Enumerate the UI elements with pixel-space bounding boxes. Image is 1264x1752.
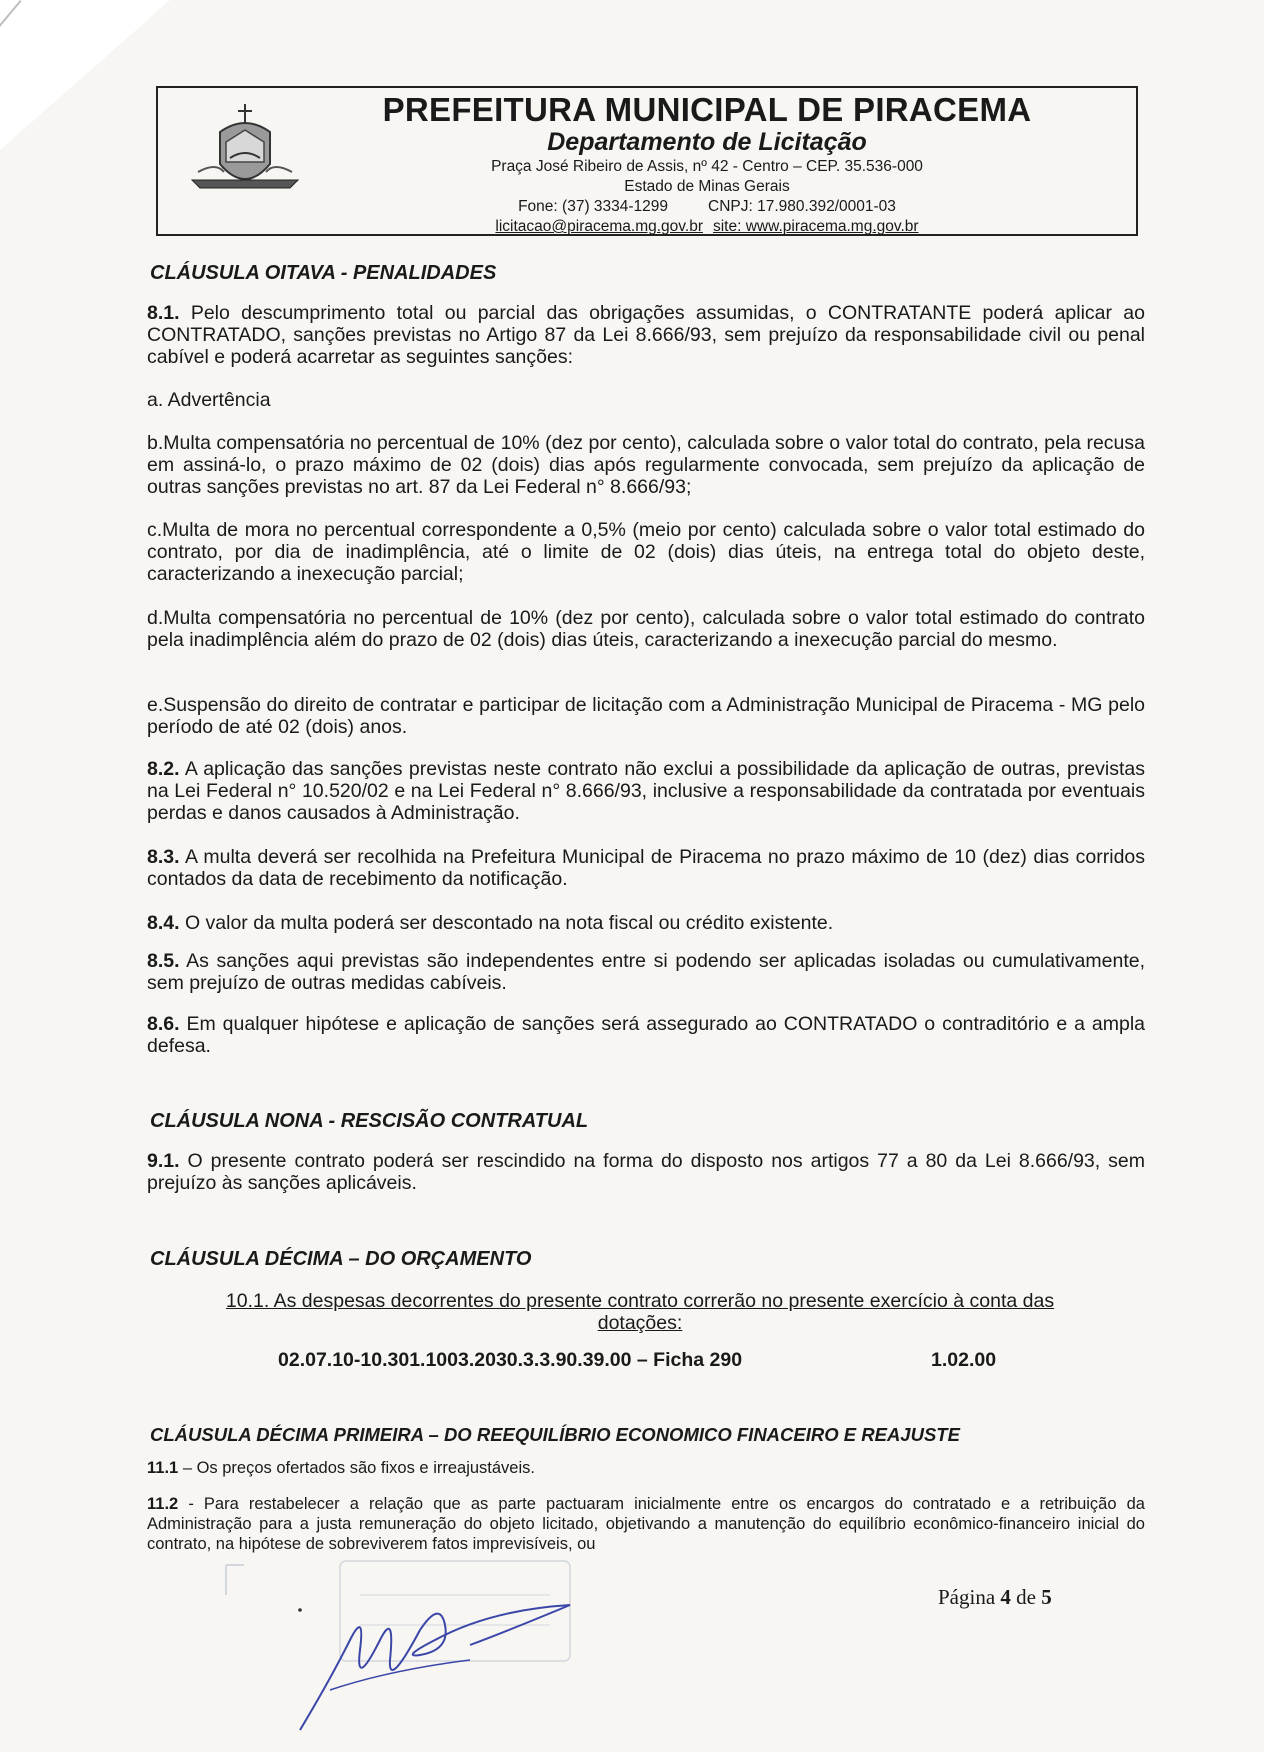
clause-number: 11.1 — [147, 1459, 179, 1477]
clause-10-1-line1 — [170, 1290, 1110, 1312]
clause-text: A aplicação das sanções previstas neste contrato não exclui a possibilidade da aplicação de outras, previstas na Lei Federal n° 10.520/02 e na Lei Federal n° 8.666/93, inclusive a responsabilidade da contratada por eventuais perdas e danos causados à Administração. — [147, 758, 1145, 824]
clause-11-1 — [147, 1458, 1145, 1478]
letterhead-site-link[interactable]: site: www.piracema.mg.gov.br — [712, 218, 919, 235]
clause-number: 8.6. — [147, 1013, 180, 1035]
handwritten-signature-icon — [270, 1570, 630, 1740]
clause-8-1-a: a. Advertência — [147, 389, 271, 411]
clause-number: 8.5. — [147, 950, 180, 972]
clause-number: 9.1. — [147, 1150, 180, 1172]
letterhead — [156, 86, 1138, 236]
clause-8-1-b: b.Multa compensatória no percentual de 10% (dez por cento), calculada sobre o valor total do contrato, pela recusa em assiná-lo, o prazo máximo de 02 (dois) dias após regularmente convocada, sem prejuízo da aplicação de outras sanções previstas no art. 87 da Lei Federal n° 8.666/93; — [147, 432, 1145, 498]
clause-8-1-d: d.Multa compensatória no percentual de 10% (dez por cento), calculada sobre o valor total estimado do contrato pela inadimplência além do prazo de 02 (dois) dias úteis, caracterizando a inexecução parcial do mesmo. — [147, 607, 1145, 651]
letterhead-web — [158, 218, 1136, 236]
clause-text: Em qualquer hipótese e aplicação de sanções será assegurado ao CONTRATADO o contraditório e a ampla defesa. — [147, 1013, 1145, 1057]
clause-number: 8.4. — [147, 912, 180, 934]
letterhead-title: PREFEITURA MUNICIPAL DE PIRACEMA — [382, 91, 1032, 128]
clause-text: Pelo descumprimento total ou parcial das obrigações assumidas, o CONTRATANTE poderá aplicar ao CONTRATADO, sanções previstas no Artigo 87 da Lei 8.666/93, sem prejuízo da responsabilidade civil ou penal cabível e poderá acarretar as seguintes sanções: — [147, 302, 1145, 368]
clause-8-4 — [147, 912, 1145, 934]
page-number-total: 5 — [1041, 1585, 1052, 1609]
budget-allocation-code: 02.07.10-10.301.1003.2030.3.3.90.39.00 – Ficha 290 — [278, 1349, 743, 1371]
clause-number: 11.2 — [147, 1495, 179, 1513]
clause-8-3 — [147, 846, 1145, 890]
clause-text: – Os preços ofertados são fixos e irreajustáveis. — [182, 1459, 535, 1477]
letterhead-state: Estado de Minas Gerais — [624, 178, 790, 195]
clause-8-1 — [147, 302, 1145, 368]
clause-text: As sanções aqui previstas são independentes entre si podendo ser aplicadas isoladas ou cumulativamente, sem prejuízo de outras medidas cabíveis. — [147, 950, 1146, 994]
clause-9-1 — [147, 1150, 1145, 1194]
clause-10-1-line2 — [170, 1312, 1110, 1334]
clause-10-heading: CLÁUSULA DÉCIMA – DO ORÇAMENTO — [150, 1248, 532, 1270]
clause-text: dotações: — [597, 1312, 683, 1334]
page-number — [938, 1585, 1052, 1610]
page-number-prefix: Página — [938, 1585, 996, 1609]
letterhead-phone: Fone: (37) 3334-1299 — [518, 198, 669, 215]
clause-11-2 — [147, 1494, 1145, 1554]
clause-number: 8.1. — [147, 302, 180, 324]
clause-text: A multa deverá ser recolhida na Prefeitura Municipal de Piracema no prazo máximo de 10 (dez) dias corridos contados da data de recebimento da notificação. — [147, 846, 1146, 890]
letterhead-department: Departamento de Licitação — [547, 128, 867, 156]
letterhead-address: Praça José Ribeiro de Assis, nº 42 - Centro – CEP. 35.536-000 — [491, 158, 923, 175]
clause-number: 8.2. — [147, 758, 180, 780]
letterhead-email-link[interactable]: licitacao@piracema.mg.gov.br — [495, 218, 703, 235]
clause-8-2 — [147, 758, 1145, 824]
clause-number: 8.3. — [147, 846, 180, 868]
clause-text: O presente contrato poderá ser rescindido na forma do disposto nos artigos 77 a 80 da Lei 8.666/93, sem prejuízo às sanções aplicáveis. — [147, 1150, 1145, 1194]
page-number-separator: de — [1016, 1585, 1036, 1609]
clause-text: O valor da multa poderá ser descontado na nota fiscal ou crédito existente. — [184, 912, 834, 934]
page-corner-fold — [0, 0, 170, 150]
clause-11-heading: CLÁUSULA DÉCIMA PRIMEIRA – DO REEQUILÍBRIO ECONOMICO FINACEIRO E REAJUSTE — [150, 1424, 960, 1445]
page-number-current: 4 — [1000, 1585, 1011, 1609]
clause-text: 10.1. As despesas decorrentes do presente contrato correrão no presente exercício à conta das — [225, 1290, 1055, 1312]
clause-8-1-c: c.Multa de mora no percentual correspondente a 0,5% (meio por cento) calculada sobre o valor total estimado do contrato, por dia de inadimplência, até o limite de 02 (dois) dias úteis, na entrega total do objeto deste, caracterizando a inexecução parcial; — [147, 519, 1145, 585]
clause-9-heading: CLÁUSULA NONA - RESCISÃO CONTRATUAL — [150, 1110, 589, 1132]
letterhead-contact — [158, 198, 1136, 216]
clause-8-1-e: e.Suspensão do direito de contratar e participar de licitação com a Administração Municipal de Piracema - MG pelo período de até 02 (dois) anos. — [147, 694, 1145, 738]
clause-8-6 — [147, 1013, 1145, 1057]
clause-8-heading: CLÁUSULA OITAVA - PENALIDADES — [150, 262, 497, 284]
letterhead-cnpj: CNPJ: 17.980.392/0001-03 — [708, 198, 896, 215]
clause-8-5 — [147, 950, 1145, 994]
clause-text: - Para restabelecer a relação que as parte pactuaram inicialmente entre os encargos do contratado e a retribuição da Administração para a justa remuneração do objeto licitado, objetivando a manutenção do equilíbrio econômico-financeiro inicial do contrato, na hipótese de sobreviverem fatos imprevisíveis, ou — [147, 1495, 1145, 1553]
budget-allocation-value: 1.02.00 — [931, 1349, 997, 1371]
